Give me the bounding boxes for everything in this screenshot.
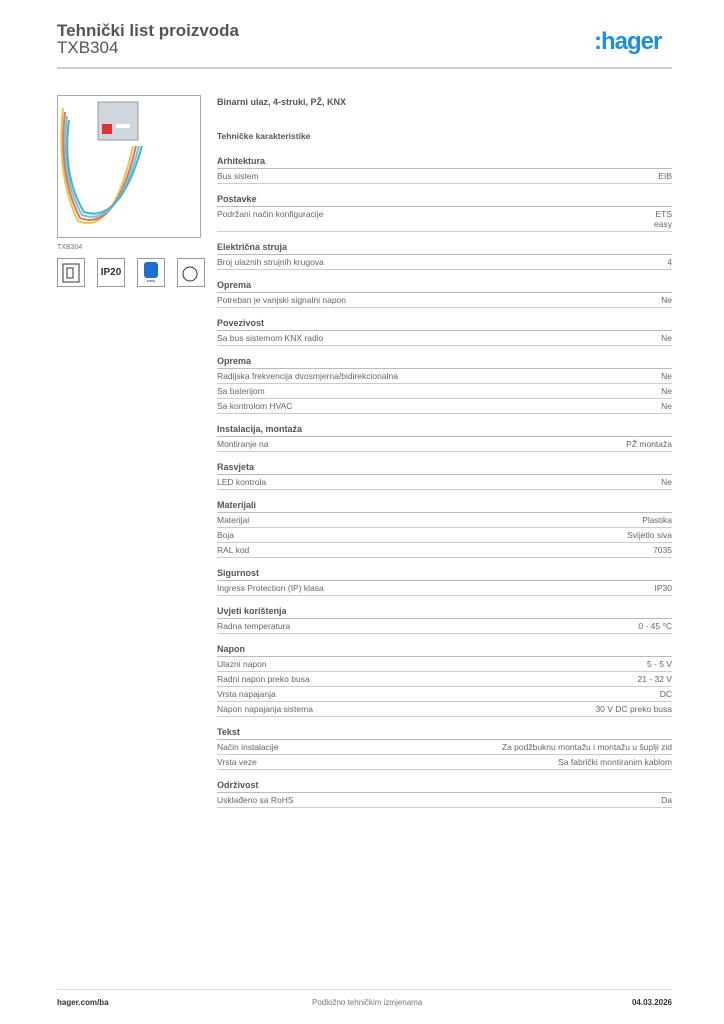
- spec-section: [217, 460, 672, 490]
- spec-value: 5 - 5 V: [646, 659, 672, 669]
- spec-label: LED kontrola: [217, 477, 267, 487]
- easy-label: easy: [146, 278, 156, 283]
- spec-row: [217, 207, 672, 232]
- cable-icon: [177, 258, 205, 287]
- spec-row: [217, 384, 672, 399]
- spec-section: [217, 498, 672, 558]
- spec-value: Ne: [661, 386, 672, 396]
- spec-label: Montiranje na: [217, 439, 269, 449]
- spec-value: Plastika: [642, 515, 672, 525]
- section-title: Oprema: [217, 278, 672, 293]
- product-code: TXB304: [57, 38, 119, 57]
- spec-value: Ne: [661, 333, 672, 343]
- spec-section: [217, 240, 672, 270]
- spec-label: Vrsta veze: [217, 757, 257, 767]
- spec-label: Radijska frekvencija dvosmjerna/bidirekcionalna: [217, 371, 398, 381]
- spec-label: Ulazni napon: [217, 659, 267, 669]
- spec-row: [217, 437, 672, 452]
- feature-icons: [57, 258, 205, 287]
- spec-value: 7035: [653, 545, 672, 555]
- spec-row: [217, 169, 672, 184]
- spec-row: [217, 687, 672, 702]
- spec-section: [217, 422, 672, 452]
- spec-label: Podržani način konfiguracije: [217, 209, 324, 219]
- spec-section: [217, 725, 672, 770]
- spec-value: EIB: [658, 171, 672, 181]
- spec-label: Način instalacije: [217, 742, 279, 752]
- spec-label: Boja: [217, 530, 235, 540]
- spec-row: [217, 475, 672, 490]
- spec-value: 0 - 45 °C: [638, 621, 672, 631]
- spec-row: [217, 255, 672, 270]
- section-title: Održivost: [217, 778, 672, 793]
- section-title: Sigurnost: [217, 566, 672, 581]
- spec-row: [217, 513, 672, 528]
- spec-value: PŽ montaža: [626, 439, 672, 449]
- section-heading: Tehničke karakteristike: [217, 131, 311, 141]
- spec-value: Za podžbuknu montažu i montažu u šuplji zid: [501, 742, 672, 752]
- spec-section: [217, 192, 672, 232]
- spec-row: [217, 672, 672, 687]
- spec-value: Sa fabrički montiranim kablom: [558, 757, 672, 767]
- page-title: Tehnički list proizvoda: [57, 21, 239, 40]
- spec-section: [217, 604, 672, 634]
- spec-row: [217, 331, 672, 346]
- spec-row: [217, 528, 672, 543]
- footer-divider: [57, 989, 672, 990]
- easy-icon: [137, 258, 165, 287]
- spec-value: Da: [661, 795, 672, 805]
- spec-value: 4: [667, 257, 672, 267]
- spec-section: [217, 778, 672, 808]
- spec-label: Usklađeno sa RoHS: [217, 795, 294, 805]
- spec-label: Bus sistem: [217, 171, 259, 181]
- spec-value: IP30: [654, 583, 672, 593]
- spec-section: [217, 278, 672, 308]
- image-caption: TXB304: [57, 244, 83, 251]
- spec-label: Radna temperatura: [217, 621, 291, 631]
- spec-section: [217, 354, 672, 414]
- spec-label: Radni napon preko busa: [217, 674, 310, 684]
- spec-section: [217, 566, 672, 596]
- spec-row: [217, 581, 672, 596]
- spec-sections: [217, 154, 672, 808]
- spec-value: Ne: [661, 371, 672, 381]
- spec-label: Sa baterijom: [217, 386, 265, 396]
- section-title: Instalacija, montaža: [217, 422, 672, 437]
- spec-row: [217, 702, 672, 717]
- spec-row: [217, 740, 672, 755]
- spec-value: Svijetlo siva: [627, 530, 672, 540]
- ip20-icon: IP20: [97, 258, 125, 287]
- header-divider: [57, 67, 672, 69]
- spec-value: DC: [659, 689, 672, 699]
- section-title: Postavke: [217, 192, 672, 207]
- spec-label: Broj ulaznih strujnih krugova: [217, 257, 324, 267]
- product-name: Binarni ulaz, 4-struki, PŽ, KNX: [217, 97, 347, 107]
- spec-row: [217, 293, 672, 308]
- spec-value: Ne: [661, 295, 672, 305]
- footer-website[interactable]: hager.com/ba: [57, 998, 109, 1007]
- section-title: Oprema: [217, 354, 672, 369]
- footer-note: Podložno tehničkim izmjenama: [312, 998, 423, 1007]
- spec-label: Sa bus sistemom KNX radio: [217, 333, 324, 343]
- section-title: Arhitektura: [217, 154, 672, 169]
- spec-row: [217, 399, 672, 414]
- spec-row: [217, 543, 672, 558]
- section-title: Napon: [217, 642, 672, 657]
- footer-date: 04.03.2026: [631, 998, 672, 1007]
- spec-label: Materijal: [217, 515, 250, 525]
- spec-label: Napon napajanja sistema: [217, 704, 313, 714]
- spec-value: ETS easy: [654, 209, 672, 229]
- section-title: Materijali: [217, 498, 672, 513]
- mounting-icon: [57, 258, 85, 287]
- spec-row: [217, 369, 672, 384]
- section-title: Električna struja: [217, 240, 672, 255]
- spec-section: [217, 316, 672, 346]
- spec-label: RAL kod: [217, 545, 250, 555]
- spec-value: Ne: [661, 477, 672, 487]
- spec-row: [217, 755, 672, 770]
- product-image: [57, 95, 201, 238]
- spec-section: [217, 154, 672, 184]
- section-title: Tekst: [217, 725, 672, 740]
- spec-value: Ne: [661, 401, 672, 411]
- section-title: Rasvjeta: [217, 460, 672, 475]
- section-title: Povezivost: [217, 316, 672, 331]
- spec-label: Vrsta napajanja: [217, 689, 276, 699]
- spec-value: 30 V DC preko busa: [595, 704, 672, 714]
- spec-row: [217, 657, 672, 672]
- spec-label: Sa kontrolom HVAC: [217, 401, 293, 411]
- spec-row: [217, 619, 672, 634]
- hager-logo: :hager: [594, 28, 662, 55]
- spec-section: [217, 642, 672, 717]
- spec-row: [217, 793, 672, 808]
- spec-value: 21 - 32 V: [637, 674, 672, 684]
- section-title: Uvjeti korištenja: [217, 604, 672, 619]
- spec-label: Ingress Protection (IP) klasa: [217, 583, 324, 593]
- spec-label: Potreban je vanjski signalni napon: [217, 295, 347, 305]
